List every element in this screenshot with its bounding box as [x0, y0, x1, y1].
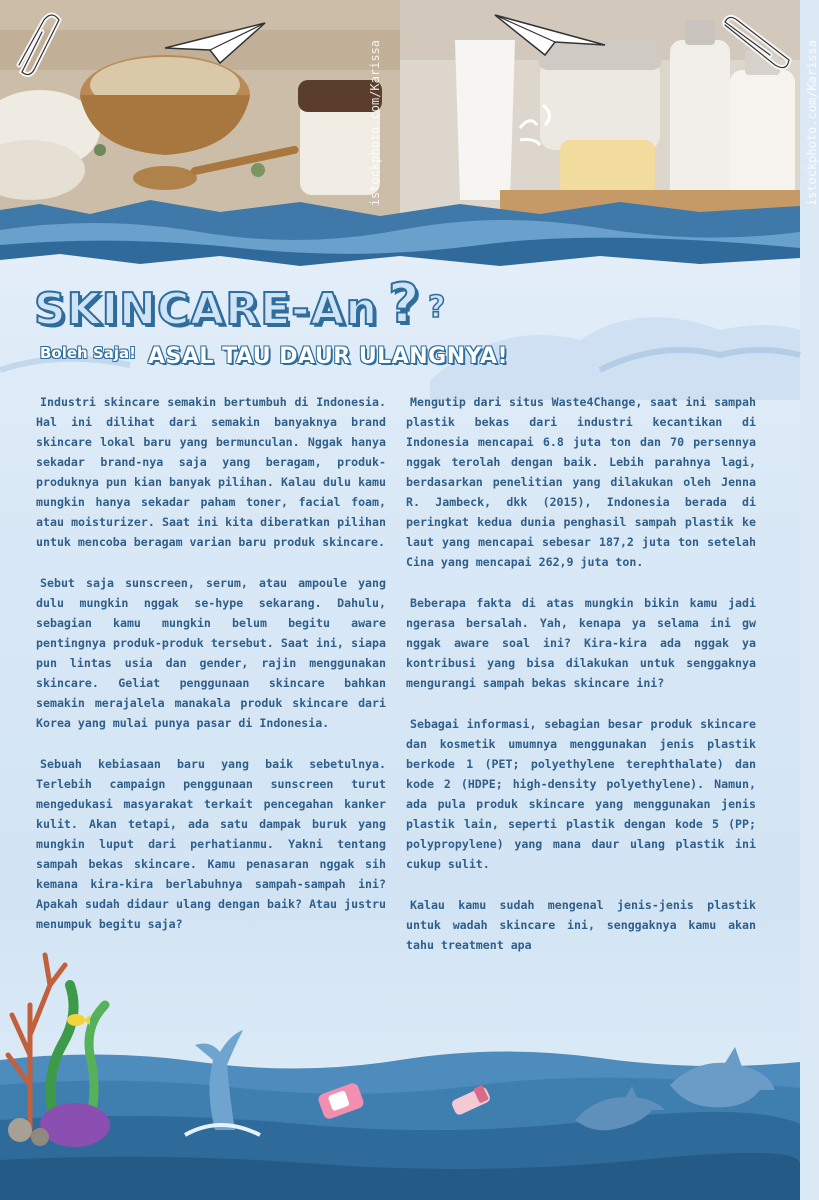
- title-block: [30, 272, 770, 378]
- floating-bottle-icon: [312, 1078, 372, 1128]
- article-column-right: [406, 392, 756, 976]
- article-paragraph: Sebut saja sunscreen, serum, atau ampoule yang dulu mungkin nggak se-hype sekarang. Dahulu, sebagian kamu mungkin belum begitu aware pentingnya produk-produk tersebut. Saat ini, siapa pun lintas usia dan gender, rajin menggunakan skincare. Geliat penggunaan skincare bahkan semakin merajalela manakala produk skincare dari Korea yang mulai punya pasar di Indonesia.: [36, 576, 386, 730]
- paperclip-icon: [4, 10, 64, 80]
- coral-reef-icon: [0, 945, 130, 1145]
- page-title: SKINCARE-An: [34, 284, 378, 335]
- floating-tube-icon: [448, 1085, 498, 1120]
- subtitle-boleh-saja: Boleh Saja!: [40, 344, 136, 362]
- subtitle-headline: ASAL TAU DAUR ULANGNYA!: [148, 344, 508, 369]
- title-question-mark-small: ?: [428, 290, 446, 325]
- article-paragraph: Kalau kamu sudah mengenal jenis-jenis plastik untuk wadah skincare ini, senggaknya kamu akan tahu treatment apa: [406, 898, 756, 952]
- paper-plane-icon: [490, 10, 610, 60]
- title-question-mark: ?: [388, 272, 420, 335]
- sparkle-doodle-icon: [515, 100, 565, 150]
- article-paragraph: Sebuah kebiasaan baru yang baik sebetulnya. Terlebih campaign penggunaan sunscreen turut mengedukasi masyarakat terkait pencegahan kanker kulit. Akan tetapi, ada satu dampak buruk yang mungkin luput dari perhatianmu. Yakni tentang sampah bekas skincare. Kamu penasaran nggak sih kemana kira-kira berlabuhnya sampah-sampah ini? Apakah sudah didaur ulang dengan baik? Atau justru menumpuk begitu saja?: [36, 757, 386, 931]
- dolphin-icon: [660, 1045, 780, 1135]
- paperclip-icon: [715, 10, 795, 80]
- photo-watermark: istockphoto.com/Karissa: [805, 40, 819, 207]
- article-paragraph: Beberapa fakta di atas mungkin bikin kamu jadi ngerasa bersalah. Yah, kenapa ya selama ini gw nggak aware soal ini? Kira-kira ada nggak ya kontribusi yang bisa dilakukan untuk senggaknya mengurangi sampah bekas skincare ini?: [406, 596, 756, 690]
- paper-plane-icon: [160, 18, 270, 68]
- article-paragraph: Mengutip dari situs Waste4Change, saat ini sampah plastik bekas dari industri kecantikan di Indonesia mencapai 6.8 juta ton dan 70 persennya nggak terolah dengan baik. Lebih parahnya lagi, berdasarkan penelitian yang dilakukan oleh Jenna R. Jambeck, dkk (2015), Indonesia berada di peringkat kedua dunia penghasil sampah plastik ke laut yang mencapai sebesar 187,2 juta ton setelah Cina yang mencapai 262,9 juta ton.: [406, 395, 756, 569]
- article-paragraph: Sebagai informasi, sebagian besar produk skincare dan kosmetik umumnya menggunakan jenis plastik berkode 1 (PET; polyethylene terephthalate) dan kode 2 (HDPE; high-density polyethylene). Namun, ada pula produk skincare yang menggunakan jenis plastik lain, seperti plastik dengan kode 5 (PP; polypropylene) yang mana daur ulang plastik ini cukup sulit.: [406, 717, 756, 871]
- article-paragraph: Industri skincare semakin bertumbuh di Indonesia. Hal ini dilihat dari semakin banyaknya brand skincare lokal baru yang bermunculan. Nggak hanya sekadar brand-nya saja yang beragam, produk-produknya pun kian banyak pilihan. Kalau dulu kamu mungkin hanya sekadar paham toner, facial foam, atau moisturizer. Saat ini kita diberatkan pilihan untuk mencoba beragam varian baru produk skincare.: [36, 395, 386, 549]
- article-column-left: [36, 392, 386, 955]
- whale-tail-icon: [175, 1020, 265, 1140]
- dolphin-icon: [570, 1080, 670, 1150]
- photo-watermark: istockphoto.com/Karissa: [368, 40, 382, 207]
